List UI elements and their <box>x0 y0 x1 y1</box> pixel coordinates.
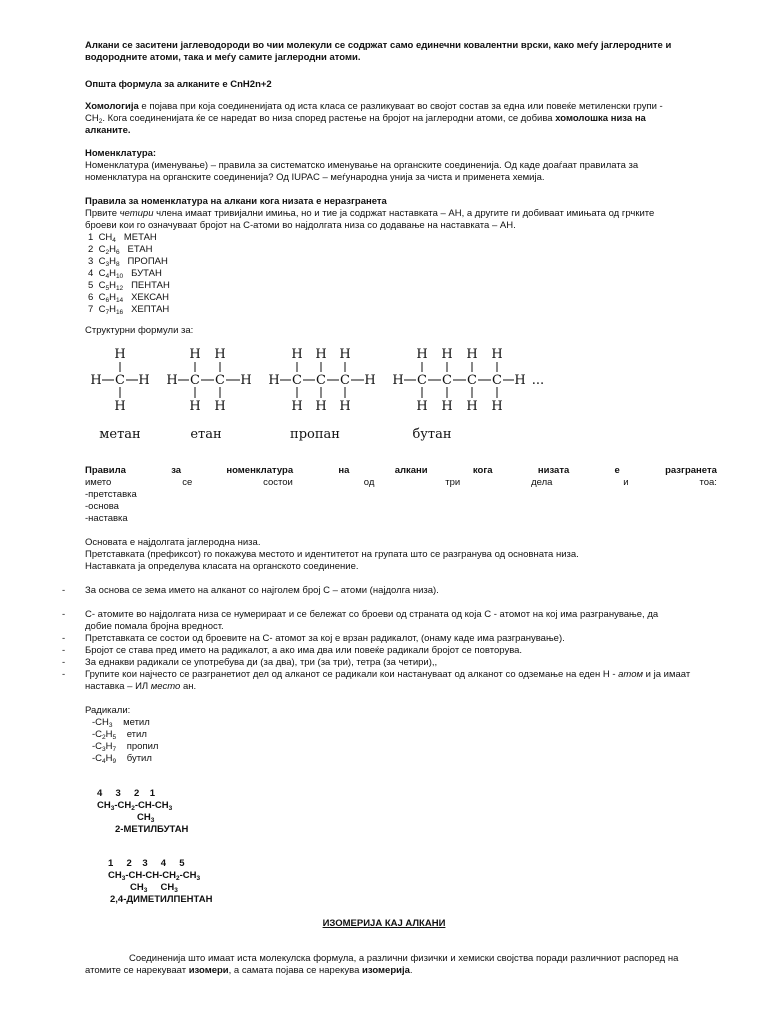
subheading-word: дела <box>531 477 553 488</box>
alkane-formula: C <box>98 292 106 303</box>
example-1-chain: $CH_3-CH_2-CH-CH_3$ <box>97 800 173 812</box>
homology-line-1 <box>85 101 717 113</box>
radical-item <box>92 741 158 753</box>
atom-symbol: H <box>491 347 503 362</box>
heading-word: Правила <box>85 465 126 476</box>
alkane-list-item <box>88 280 170 292</box>
radical-item <box>92 717 158 729</box>
intro-line-2: водородните атоми, така и меѓу самите јаглеродни атоми. <box>85 52 361 63</box>
alkane-list-item <box>88 256 170 268</box>
nomenclature-section <box>85 148 717 184</box>
name-part: -наставка <box>85 513 128 524</box>
alkane-subscript-h: 10 <box>115 273 124 280</box>
alkane-name: ПЕНТАН <box>123 280 170 291</box>
alkane-formula-h: H <box>109 256 116 267</box>
unbranched-section <box>85 196 717 232</box>
ch2-subscript: 2 <box>98 118 103 125</box>
alkane-formula-h: H <box>109 292 116 303</box>
alkane-subscript: 6 <box>105 297 110 304</box>
rule-4: Бројот се става пред името на радикалот, а ако има два или повеќе радикали бројот се повторува. <box>85 645 523 656</box>
alkane-list-item <box>88 304 170 316</box>
atom-symbol: H <box>339 399 351 414</box>
rule-6-line-1 <box>85 669 717 681</box>
branched-heading <box>85 465 717 477</box>
atom-symbol: H <box>90 373 102 388</box>
alkane-number: 4 <box>88 268 99 279</box>
radical-item <box>92 753 158 765</box>
heading-word: за <box>171 465 182 476</box>
rule-2-line-2: добие помала бројна вредност. <box>85 621 224 632</box>
radical-subscript: 2 <box>102 734 106 741</box>
rule-5: За еднакви радикали се употребува ди (за два), три (за три), тетра (за четири),, <box>85 657 438 668</box>
alkane-name: БУТАН <box>123 268 162 279</box>
atom-symbol: C <box>190 373 200 388</box>
alkane-subscript-h: 6 <box>115 249 120 256</box>
structural-formulas <box>0 340 768 450</box>
atom-symbol: H <box>441 399 453 414</box>
unbranched-text-a: Првите <box>85 208 120 219</box>
intro-line-1: Алкани се заситени јаглеводороди во чии молекули се содржат само единечни ковалентни врски, како меѓу јаглеродните и <box>85 40 672 51</box>
unbranched-line-1 <box>85 208 717 220</box>
atom-symbol: H <box>166 373 178 388</box>
subheading-word: се <box>182 477 193 488</box>
alkane-subscript-h: 12 <box>115 285 124 292</box>
atom-symbol: H <box>189 399 201 414</box>
atom-symbol: H <box>514 373 526 388</box>
subheading-word: тоа: <box>699 477 717 488</box>
prefix-description: Претставката (префиксот) го покажува местото и идентитетот на групата што се разгранува од основната низа. <box>85 549 579 560</box>
example-2-numbers: 1 2 3 4 5 <box>108 858 185 869</box>
alkane-name: ХЕКСАН <box>123 292 170 303</box>
atom-symbol: H <box>392 373 404 388</box>
nomenclature-heading: Номенклатура: <box>85 148 157 159</box>
heading-word: на <box>338 465 350 476</box>
atom-symbol: H <box>315 399 327 414</box>
branched-subheading <box>85 477 717 489</box>
heading-word: кога <box>472 465 493 476</box>
molecule-name: бутан <box>412 427 452 442</box>
rule-6-line-2 <box>85 681 717 693</box>
radical-formula-h: H <box>105 729 113 740</box>
alkane-subscript: 4 <box>112 237 116 244</box>
isomerism-line-2 <box>85 965 717 977</box>
alkane-subscript: 5 <box>105 285 110 292</box>
alkane-subscript-h: 16 <box>115 309 124 316</box>
alkane-subscript-h: 8 <box>115 261 120 268</box>
atom-symbol: C <box>115 373 125 388</box>
isomerism-line-1: Соединенија што имаат иста молекулска формула, а различни физички и хемиски својства поради различниот распоред на <box>129 953 679 964</box>
subheading-word: состои <box>263 477 293 488</box>
example-1-numbers: 4 3 2 1 <box>97 788 156 799</box>
radical-formula-h: H <box>105 741 113 752</box>
alkane-number: 5 <box>88 280 99 291</box>
bullet-dash: - <box>62 609 66 620</box>
alkane-formula: C <box>98 268 106 279</box>
alkane-subscript: 4 <box>105 273 110 280</box>
alkane-number: 3 <box>88 256 99 267</box>
alkane-name: МЕТАН <box>115 232 157 243</box>
alkane-name: ЕТАН <box>119 244 153 255</box>
atom-symbol: C <box>292 373 302 388</box>
alkane-subscript: 3 <box>105 261 110 268</box>
subheading-word: од <box>363 477 375 488</box>
atom-symbol: C <box>467 373 477 388</box>
atom-symbol: H <box>339 347 351 362</box>
alkane-list-item <box>88 268 170 280</box>
radical-formula: -C <box>92 729 103 740</box>
rule-3: Претставката се состои од броевите на C- атомот за кој е врзан радикалот, (онаму каде има разгранување). <box>85 633 565 644</box>
homology-text-1: е појава при која соединенијата од иста класа се разликуваат во својот состав за една или повеќе метиленски групи - <box>138 101 663 112</box>
name-parts-list <box>85 489 717 525</box>
nomenclature-line-1: Номенклатура (именување) – правила за систематско именување на органските соединенија. Од каде доаѓаат правилата за <box>85 160 639 171</box>
alkane-subscript: 7 <box>105 309 110 316</box>
homology-term: Хомологија <box>85 101 139 112</box>
rule-6 <box>85 669 717 693</box>
unbranched-heading: Правила за номенклатура на алкани кога низата е неразгранета <box>85 196 387 207</box>
homology-paragraph <box>85 101 717 137</box>
atom-symbol: H <box>416 399 428 414</box>
molecule-name: метан <box>99 427 141 442</box>
example-1-name: 2-МЕТИЛБУТАН <box>115 824 189 835</box>
atom-symbol: H <box>291 347 303 362</box>
alkane-subscript: 2 <box>105 249 110 256</box>
homology-text-2: . Кога соединенијата ќе се наредат во низа според растење на бројот на јаглеродни атоми, се добива <box>102 113 556 124</box>
bullet-dash: - <box>62 669 66 680</box>
radicals-label: Радикали: <box>85 705 131 716</box>
subheading-word: името <box>85 477 112 488</box>
rule-6-text-a: Групите кои најчесто се разгранетиот дел од алканот се радикали кои настануваат од алканот со одземање на еден H - <box>85 669 619 680</box>
radical-subscript: 3 <box>102 746 106 753</box>
molecule-name: пропан <box>290 427 340 442</box>
radical-formula-h: H <box>105 753 113 764</box>
atom-symbol: H <box>416 347 428 362</box>
example-2-name: 2,4-ДИМЕТИЛПЕНТАН <box>110 894 213 905</box>
atom-symbol: H <box>491 399 503 414</box>
atom-symbol: H <box>114 347 126 362</box>
radical-subscript-h: 9 <box>112 758 117 765</box>
alkane-formula-h: H <box>109 244 116 255</box>
radical-list <box>92 717 158 765</box>
homology-term-end: алканите. <box>85 125 131 136</box>
subheading-word: и <box>623 477 629 488</box>
radical-formula: -C <box>92 741 103 752</box>
bullet-dash: - <box>62 633 66 644</box>
name-part: -основа <box>85 501 119 512</box>
alkane-name: ХЕПТАН <box>123 304 170 315</box>
isomerism-text-b: , а самата појава се нарекува <box>228 965 362 976</box>
molecule-name: етан <box>190 427 222 442</box>
alkane-formula: CH <box>98 232 113 243</box>
alkane-formula: C <box>98 280 106 291</box>
rule-1: За основа се зема името на алканот со најголем број C – атоми (најдолга низа). <box>85 585 439 596</box>
unbranched-text-b: члена имаат тривијални имиња, но и тие ја содржат наставката – АН, а другите ги добиваат имињата од грчките <box>153 208 655 219</box>
atom-symbol: C <box>340 373 350 388</box>
homologous-series-term: хомолошка низа на <box>555 113 646 124</box>
bullet-dash: - <box>62 645 66 656</box>
atom-symbol: H <box>291 399 303 414</box>
radical-subscript-h: 5 <box>112 734 117 741</box>
atom-symbol: C <box>215 373 225 388</box>
rule-6-emphasis-2: место <box>150 681 181 692</box>
atom-symbol: H <box>466 399 478 414</box>
radical-subscript: 4 <box>102 758 106 765</box>
nomenclature-line-2: номенклатура на органските соединенија? Од IUPAC – меѓународна унија за чиста и применета хемија. <box>85 172 545 183</box>
alkane-number: 1 <box>88 232 99 243</box>
isomerism-heading <box>0 918 768 930</box>
isomerism-term: изомерија <box>362 965 410 976</box>
heading-word: номенклатура <box>226 465 294 476</box>
radical-formula: -CH <box>92 717 109 728</box>
atom-symbol: H <box>189 347 201 362</box>
example-1-branch: $CH_3$ <box>137 812 155 824</box>
unbranched-emphasis: четири <box>119 208 154 219</box>
atom-symbol: C <box>492 373 502 388</box>
structural-label: Структурни формули за: <box>85 325 194 336</box>
alkane-formula: C <box>98 304 106 315</box>
intro-paragraph <box>85 40 717 64</box>
homology-line-2 <box>85 113 717 125</box>
radical-name: бутил <box>116 753 152 764</box>
rule-6-text-c: наставка – ИЛ <box>85 681 151 692</box>
radical-name: етил <box>116 729 147 740</box>
heading-word: алкани <box>394 465 428 476</box>
rule-2-line-1: C- атомите во најдолгата низа се нумерираат и се бележат со броеви од страната од која C - атомот на кој има разгранување, да <box>85 609 659 620</box>
bullet-dash: - <box>62 585 66 596</box>
atom-symbol: H <box>315 347 327 362</box>
alkane-list-item <box>88 232 170 244</box>
atom-symbol: H <box>114 399 126 414</box>
alkane-number: 6 <box>88 292 99 303</box>
alkane-number: 7 <box>88 304 99 315</box>
atom-symbol: H <box>214 399 226 414</box>
alkane-formula-h: H <box>109 280 116 291</box>
alkane-list-item <box>88 292 170 304</box>
ellipsis: ... <box>531 373 545 388</box>
atom-symbol: H <box>240 373 252 388</box>
isomerism-paragraph <box>85 953 717 977</box>
radical-formula: -C <box>92 753 103 764</box>
alkane-formula-h: H <box>109 304 116 315</box>
atom-symbol: H <box>364 373 376 388</box>
heading-word: разгранета <box>665 465 717 476</box>
alkane-list <box>88 232 170 316</box>
name-part: -претставка <box>85 489 137 500</box>
radical-name: метил <box>112 717 150 728</box>
atom-symbol: H <box>138 373 150 388</box>
rule-6-text-d: ан. <box>180 681 197 692</box>
base-description: Основата е најдолгата јаглеродна низа. <box>85 537 261 548</box>
rule-6-text-b: и ја имаат <box>643 669 691 680</box>
ch2-formula: CH <box>85 113 99 124</box>
alkane-formula: C <box>98 256 106 267</box>
atom-symbol: C <box>316 373 326 388</box>
radical-subscript: 3 <box>108 722 113 729</box>
isomers-term: изомери <box>188 965 229 976</box>
heading-word: низата <box>537 465 570 476</box>
unbranched-line-2: броеви кои го означуваат бројот на C-атоми во најдолгата низа со додавање на наставката – АН. <box>85 220 516 231</box>
isomerism-text-a: атомите се нарекуваат <box>85 965 189 976</box>
radical-item <box>92 729 158 741</box>
atom-symbol: H <box>268 373 280 388</box>
example-2-branch: $CH_3$ $CH_3$ <box>130 882 178 894</box>
radical-name: пропил <box>116 741 159 752</box>
heading-word: е <box>614 465 620 476</box>
subheading-word: три <box>445 477 461 488</box>
parts-description <box>85 537 717 573</box>
atom-symbol: H <box>466 347 478 362</box>
example-2-chain: $CH_3-CH-CH-CH_2-CH_3$ <box>108 870 201 882</box>
general-formula: Општа формула за алканите е CnH2n+2 <box>85 79 272 90</box>
alkane-name: ПРОПАН <box>119 256 168 267</box>
alkane-list-item <box>88 244 170 256</box>
alkane-subscript-h: 14 <box>115 297 124 304</box>
atom-symbol: H <box>214 347 226 362</box>
isomerism-text-c: . <box>409 965 413 976</box>
suffix-description: Наставката ја определува класата на органското соединение. <box>85 561 359 572</box>
atom-symbol: H <box>441 347 453 362</box>
alkane-number: 2 <box>88 244 99 255</box>
radical-subscript-h: 7 <box>112 746 117 753</box>
bullet-dash: - <box>62 657 66 668</box>
alkane-formula-h: H <box>109 268 116 279</box>
rule-2 <box>85 609 717 633</box>
atom-symbol: C <box>442 373 452 388</box>
alkane-formula: C <box>98 244 106 255</box>
atom-symbol: C <box>417 373 427 388</box>
isomerism-heading-text: ИЗОМЕРИЈА КАЈ АЛКАНИ <box>322 918 446 929</box>
rule-6-emphasis-1: атом <box>618 669 644 680</box>
